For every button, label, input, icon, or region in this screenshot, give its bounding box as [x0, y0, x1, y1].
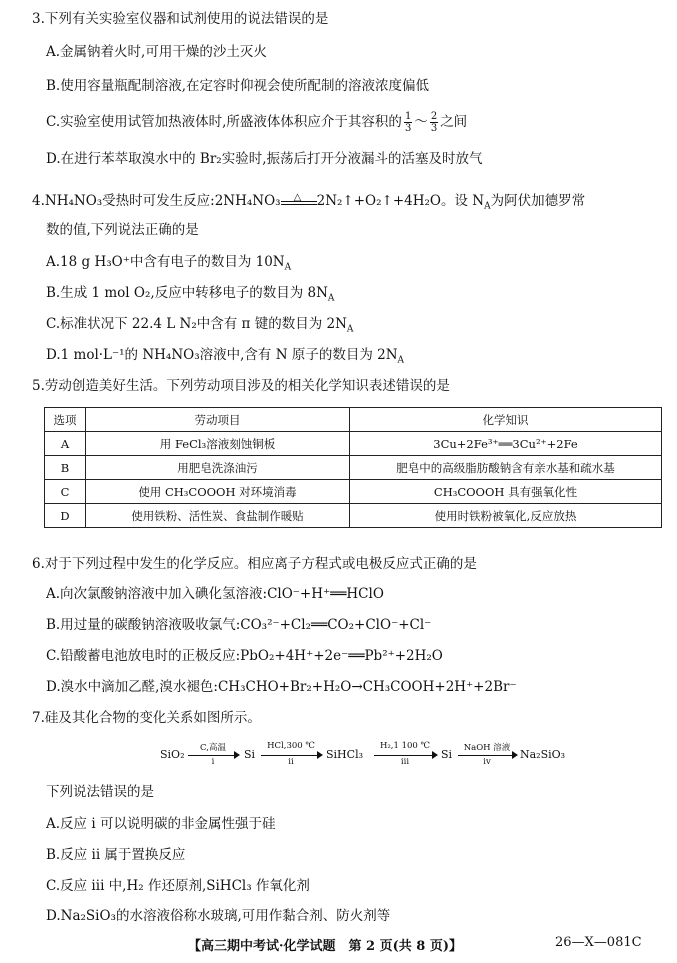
arrow-label: iii [400, 757, 410, 767]
q3-option-a: A.金属钠着火时,可用干燥的沙土灭火 [46, 44, 267, 60]
q3-option-c-tail: 之间 [440, 114, 468, 130]
table-cell: 用 FeCl₃溶液刻蚀铜板 [86, 432, 350, 456]
q5-stem: 5.劳动创造美好生活。下列劳动项目涉及的相关化学知识表述错误的是 [32, 378, 450, 394]
table-cell: 用肥皂洗涤油污 [86, 456, 350, 480]
q7-stem-line2: 下列说法错误的是 [46, 784, 154, 800]
frac-num: 1 [404, 111, 412, 122]
table-row [45, 456, 662, 480]
frac-num: 2 [430, 111, 438, 122]
q7-option-a: A.反应 i 可以说明碳的非金属性强于硅 [46, 816, 276, 832]
q4-stem-tail: 为阿伏加德罗常 [490, 193, 586, 209]
q4-stem-post: 2N₂↑+O₂↑+4H₂O。设 N [316, 193, 485, 209]
delta-symbol: △ [293, 191, 302, 203]
arrow-label: i [211, 757, 215, 767]
q6-option-c: C.铅酸蓄电池放电时的正极反应:PbO₂+4H⁺+2e⁻══Pb²⁺+2H₂O [46, 648, 443, 664]
heat-arrow [281, 191, 317, 209]
table-cell: CH₃COOOH 具有强氧化性 [350, 480, 662, 504]
table-cell: 使用时铁粉被氧化,反应放热 [350, 504, 662, 528]
q4-option-c-text: C.标准状况下 22.4 L N₂中含有 π 键的数目为 2N [46, 316, 347, 332]
q4-option-b-text: B.生成 1 mol O₂,反应中转移电子的数目为 8N [46, 285, 328, 301]
q4-option-d-text: D.1 mol·L⁻¹的 NH₄NO₃溶液中,含有 N 原子的数目为 2N [46, 347, 398, 363]
table-header-row [45, 408, 662, 432]
reaction-scheme [160, 741, 566, 771]
q4-option-b [46, 284, 334, 308]
arrow-condition: HCl,300 ℃ [267, 741, 315, 751]
q3-option-c [46, 111, 467, 134]
q4-stem-line2: 数的值,下列说法正确的是 [46, 222, 199, 238]
node-si: Si [244, 748, 256, 761]
q4-option-d [46, 346, 404, 370]
na-subscript: A [484, 201, 491, 212]
table-cell: A [45, 432, 86, 456]
q3-stem: 3.下列有关实验室仪器和试剂使用的说法错误的是 [32, 11, 329, 27]
table-row [45, 504, 662, 528]
node-sihcl3: SiHCl₃ [326, 748, 363, 761]
arrow-condition: H₂,1 100 ℃ [379, 741, 431, 751]
arrow-condition: C,高温 [200, 743, 226, 753]
q4-option-a [46, 253, 291, 277]
table-row [45, 480, 662, 504]
arrow-reaction-iv [458, 741, 516, 771]
exam-code: 26—X—081C [555, 935, 642, 950]
frac-den: 3 [404, 123, 412, 134]
header-option: 选项 [45, 408, 86, 432]
q4-option-a-text: A.18 g H₃O⁺中含有电子的数目为 10N [46, 254, 285, 270]
q3-option-b: B.使用容量瓶配制溶液,在定容时仰视会使所配制的溶液浓度偏低 [46, 78, 430, 94]
q6-option-d: D.溴水中滴加乙醛,溴水褪色:CH₃CHO+Br₂+H₂O→CH₃COOH+2H⁺+2Br⁻ [46, 679, 517, 695]
table-cell: 使用 CH₃COOOH 对环境消毒 [86, 480, 350, 504]
q7-stem: 7.硅及其化合物的变化关系如图所示。 [32, 710, 261, 726]
table-cell: C [45, 480, 86, 504]
q7-option-c: C.反应 iii 中,H₂ 作还原剂,SiHCl₃ 作氧化剂 [46, 878, 310, 894]
arrow-reaction-iii [374, 741, 436, 771]
q5-table [44, 407, 662, 528]
table-cell: 使用铁粉、活性炭、食盐制作暖贴 [86, 504, 350, 528]
q6-option-a: A.向次氯酸钠溶液中加入碘化氢溶液:ClO⁻+H⁺══HClO [46, 586, 384, 602]
arrow-condition: NaOH 溶液 [463, 743, 511, 753]
na-subscript: A [284, 262, 292, 273]
q7-option-d: D.Na₂SiO₃的水溶液俗称水玻璃,可用作黏合剂、防火剂等 [46, 908, 391, 924]
q7-option-b: B.反应 ii 属于置换反应 [46, 847, 186, 863]
q4-stem [32, 192, 585, 216]
table-cell: 肥皂中的高级脂肪酸钠含有亲水基和疏水基 [350, 456, 662, 480]
q3-option-d: D.在进行苯萃取溴水中的 Br₂实验时,振荡后打开分液漏斗的活塞及时放气 [46, 151, 483, 167]
na-subscript: A [397, 355, 405, 366]
header-labor-item: 劳动项目 [86, 408, 350, 432]
na-subscript: A [346, 324, 354, 335]
q4-stem-pre: 4.NH₄NO₃受热时可发生反应:2NH₄NO₃ [32, 193, 281, 209]
q4-option-c [46, 315, 353, 339]
fraction-two-thirds [430, 111, 438, 134]
node-si-2: Si [441, 748, 453, 761]
q6-option-b: B.用过量的碳酸钠溶液吸收氯气:CO₃²⁻+Cl₂══CO₂+ClO⁻+Cl⁻ [46, 617, 432, 633]
q3-option-c-text: C.实验室使用试管加热液体时,所盛液体体积应介于其容积的 [46, 114, 402, 130]
arrow-reaction-i [188, 741, 238, 771]
tilde: ～ [414, 114, 428, 130]
table-cell: 3Cu+2Fe³⁺══3Cu²⁺+2Fe [350, 432, 662, 456]
node-sio2: SiO₂ [160, 748, 185, 761]
arrow-label: ii [288, 757, 294, 767]
arrow-label: iv [483, 757, 491, 767]
na-subscript: A [327, 293, 335, 304]
fraction-one-third [404, 111, 412, 134]
table-row [45, 432, 662, 456]
frac-den: 3 [430, 123, 438, 134]
arrow-reaction-ii [261, 741, 321, 771]
header-chem-knowledge: 化学知识 [350, 408, 662, 432]
q6-stem: 6.对于下列过程中发生的化学反应。相应离子方程式或电极反应式正确的是 [32, 556, 477, 572]
table-cell: D [45, 504, 86, 528]
page-footer: 【高三期中考试·化学试题 第 2 页(共 8 页)】 [188, 939, 463, 954]
node-na2sio3: Na₂SiO₃ [520, 748, 566, 761]
table-cell: B [45, 456, 86, 480]
